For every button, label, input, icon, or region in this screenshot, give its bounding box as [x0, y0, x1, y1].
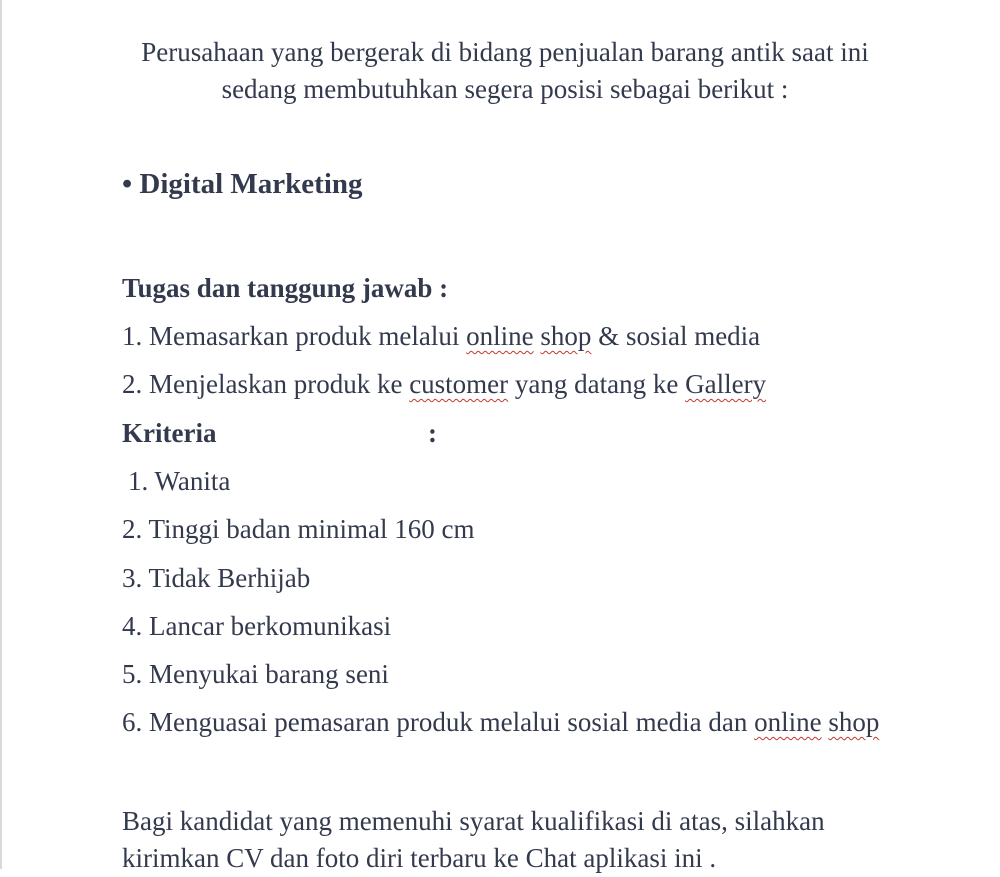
criteria-item-5: 5. Menyukai barang seni [122, 659, 389, 689]
intro-line-2: sedang membutuhkan segera posisi sebagai berikut : [221, 74, 789, 104]
position-heading [122, 168, 363, 201]
criteria-item-2: 2. Tinggi badan minimal 160 cm [122, 514, 475, 544]
spellcheck-word: shop [540, 321, 592, 351]
duties-heading: Tugas dan tanggung jawab : [122, 273, 449, 303]
criteria-heading-text: Kriteria [122, 418, 217, 448]
bullet-marker: • [122, 168, 133, 200]
criteria-heading [122, 418, 216, 449]
closing-line-1: Bagi kandidat yang memenuhi syarat kualifikasi di atas, silahkan [122, 806, 825, 836]
intro-paragraph [0, 34, 1000, 108]
page-left-border [0, 0, 2, 869]
criteria-item-4: 4. Lancar berkomunikasi [122, 611, 392, 641]
spellcheck-word: Gallery [685, 369, 767, 399]
duty-item-2-text: 2. Menjelaskan produk ke [122, 369, 410, 399]
criteria-item-6 [122, 707, 879, 738]
duty-item-1 [122, 321, 760, 352]
criteria-item-3: 3. Tidak Berhijab [122, 563, 311, 593]
spellcheck-word: online [466, 321, 534, 351]
duty-item-1-suffix: & sosial media [591, 321, 761, 351]
criteria-colon: : [428, 418, 437, 448]
closing-paragraph [122, 803, 825, 877]
closing-line-2: kirimkan CV dan foto diri terbaru ke Chat aplikasi ini . [122, 843, 717, 873]
criteria-item-6-text: 6. Menguasai pemasaran produk melalui sosial media dan [122, 707, 755, 737]
position-title: Digital Marketing [139, 168, 363, 200]
intro-line-1: Perusahaan yang bergerak di bidang penjualan barang antik saat ini [141, 37, 869, 67]
criteria-item-1: 1. Wanita [128, 466, 231, 496]
duty-item-2 [122, 369, 766, 400]
spellcheck-word: shop [828, 707, 880, 737]
spellcheck-word: online [754, 707, 822, 737]
duty-item-2-mid: yang datang ke [508, 369, 686, 399]
spellcheck-word: customer [409, 369, 509, 399]
duty-item-1-text: 1. Memasarkan produk melalui [122, 321, 467, 351]
